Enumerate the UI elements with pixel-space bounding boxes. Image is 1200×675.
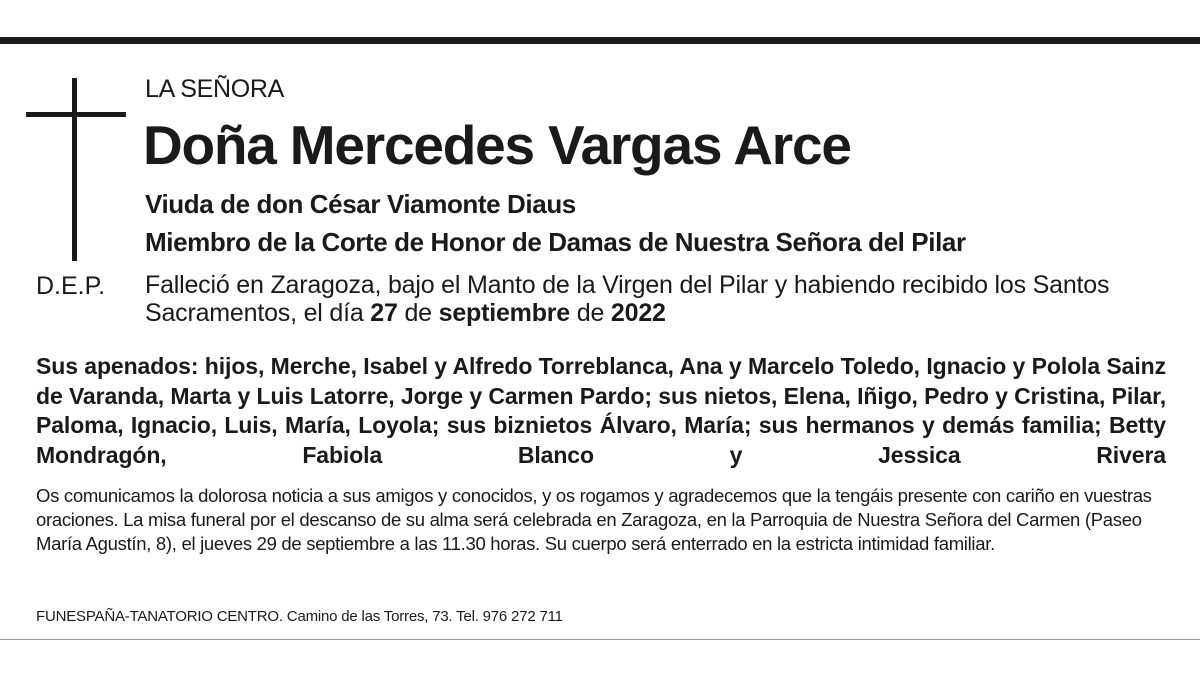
death-year: 2022 bbox=[610, 299, 666, 327]
widow-line: Viuda de don César Viamonte Diaus bbox=[145, 189, 576, 219]
death-de-1: de bbox=[397, 299, 439, 327]
death-day: 27 bbox=[370, 299, 398, 327]
membership-line: Miembro de la Corte de Honor de Damas de Nuestra Señora del Pilar bbox=[145, 227, 966, 257]
death-de-2: de bbox=[570, 299, 611, 327]
cross-vertical-bar bbox=[72, 78, 77, 261]
mourners-paragraph: Sus apenados: hijos, Merche, Isabel y Alfredo Torreblanca, Ana y Marcelo Toledo, Ignacio y Polola Sainz de Varanda, Marta y Luis Latorre, Jorge y Carmen Pardo; sus nietos, Elena, Iñigo, Pedro y Cristina, Pilar, Paloma, Ignacio, Luis, María, Loyola; sus biznietos Álvaro, María; sus hermanos y demás familia; Betty Mondragón, Fabiola Blanco y Jessica Rivera bbox=[36, 353, 1166, 468]
funeral-home-info: FUNESPAÑA-TANATORIO CENTRO. Camino de las Torres, 73. Tel. 976 272 711 bbox=[36, 608, 563, 625]
death-notice-text: Falleció en Zaragoza, bajo el Manto de la Virgen del Pilar y habiendo recibido los Santos Sacramentos, el día bbox=[145, 271, 1110, 327]
bottom-rule bbox=[0, 639, 1200, 640]
cross-icon bbox=[26, 78, 126, 261]
honorific-prefix: LA SEÑORA bbox=[145, 75, 285, 103]
cross-horizontal-bar bbox=[26, 112, 126, 117]
dep-label: D.E.P. bbox=[36, 272, 106, 300]
funeral-message: Os comunicamos la dolorosa noticia a sus amigos y conocidos, y os rogamos y agradecemos que la tengáis presente con cariño en vuestras oraciones. La misa funeral por el descanso de su alma será celebrada en Zaragoza, en la Parroquia de Nuestra Señora del Carmen (Paseo María Agustín, 8), el jueves 29 de septiembre a las 11.30 horas. Su cuerpo será enterrado en la estricta intimidad familiar. bbox=[36, 485, 1152, 554]
death-notice bbox=[145, 271, 1165, 327]
death-month: septiembre bbox=[438, 299, 571, 327]
deceased-name: Doña Mercedes Vargas Arce bbox=[143, 114, 851, 176]
top-rule bbox=[0, 37, 1200, 44]
